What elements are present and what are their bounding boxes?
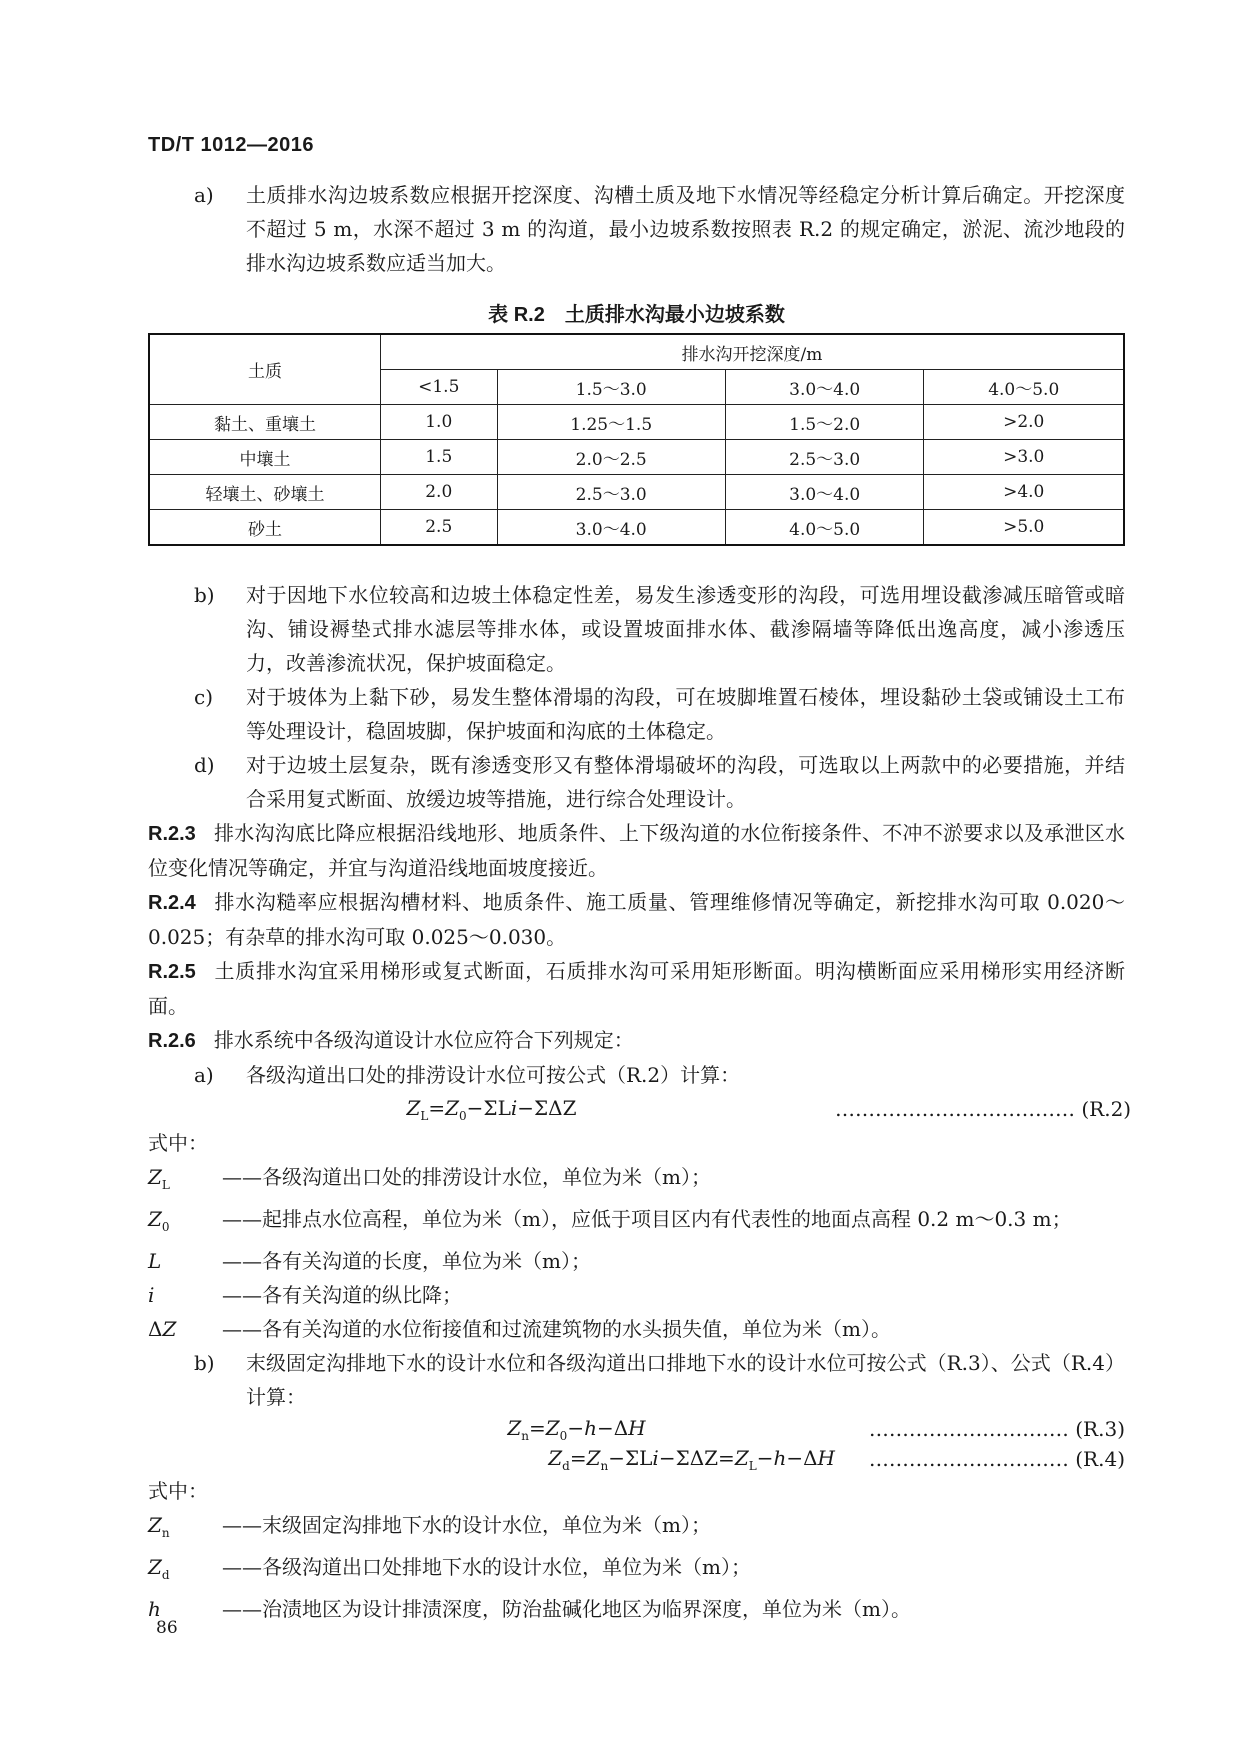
item-label: d): [194, 753, 215, 777]
symbol: $Z_0$: [148, 1207, 170, 1234]
coefficient-cell: 4.0～5.0: [725, 510, 924, 546]
definition-text: ——起排点水位高程，单位为米（m），应低于项目区内有代表性的地面点高程 0.2 m～0.3 m；: [222, 1207, 1072, 1231]
soil-type: 黏土、重壤土: [149, 405, 381, 440]
item-text: 对于坡体为上黏下砂，易发生整体滑塌的沟段，可在坡脚堆置石棱体，埋设黏砂土袋或铺设土工布等处理设计，稳固坡脚，保护坡面和沟底的土体稳定。: [246, 685, 1125, 743]
coefficient-cell: 1.25～1.5: [497, 405, 725, 440]
clause-number: R.2.5: [148, 961, 196, 983]
coefficient-cell: >5.0: [924, 510, 1124, 546]
formula-expression: $Z_L=Z_0-\Sigma Li-\Sigma\Delta Z$: [406, 1095, 577, 1123]
clause-number: R.2.6: [148, 1030, 196, 1052]
symbol-definition: [148, 1550, 1125, 1592]
clause-text: 排水沟沟底比降应根据沿线地形、地质条件、上下级沟道的水位衔接条件、不冲不淤要求以及承泄区水位变化情况等确定，并宜与沟道沿线地面坡度接近。: [148, 821, 1125, 880]
group-header: 排水沟开挖深度/m: [381, 334, 1125, 370]
clause-text: 排水系统中各级沟道设计水位应符合下列规定：: [213, 1028, 634, 1052]
para-a: [148, 178, 1125, 280]
symbol: L: [148, 1249, 162, 1273]
formula-tag: ……………………………… (R.2): [835, 1097, 1132, 1121]
definition-text: ——各有关沟道的水位衔接值和过流建筑物的水头损失值，单位为米（m）。: [222, 1317, 891, 1341]
clause: [148, 954, 1125, 1023]
coefficient-cell: 1.0: [381, 405, 498, 440]
r26-item-a: [148, 1058, 1125, 1092]
clause: [148, 816, 1125, 885]
r26-item-b: [148, 1346, 1125, 1414]
symbol-definition: [148, 1592, 1125, 1626]
where-label: 式中：: [148, 1479, 208, 1503]
table-row: [149, 475, 1124, 510]
definition-text: ——各级沟道出口处的排涝设计水位，单位为米（m）；: [222, 1165, 711, 1189]
clause-text: 排水沟糙率应根据沟槽材料、地质条件、施工质量、管理维修情况等确定，新挖排水沟可取 0.020～0.025；有杂草的排水沟可取 0.025～0.030。: [148, 890, 1125, 949]
symbol-definition: [148, 1278, 1125, 1312]
item-label: a): [194, 183, 214, 207]
item-text: 对于边坡土层复杂，既有渗透变形又有整体滑塌破坏的沟段，可选取以上两款中的必要措施，并结合采用复式断面、放缓边坡等措施，进行综合处理设计。: [246, 753, 1125, 811]
formula-r3: [148, 1414, 1125, 1444]
formula-expression: $Z_n=Z_0-h-\Delta H$: [507, 1415, 646, 1443]
coefficient-cell: 3.0～4.0: [497, 510, 725, 546]
item-text: 各级沟道出口处的排涝设计水位可按公式（R.2）计算：: [246, 1063, 741, 1087]
symbol: $Z_d$: [148, 1555, 170, 1582]
coefficient-cell: 2.0～2.5: [497, 440, 725, 475]
item-text: 土质排水沟边坡系数应根据开挖深度、沟槽土质及地下水情况等经稳定分析计算后确定。开挖深度不超过 5 m，水深不超过 3 m 的沟道，最小边坡系数按照表 R.2 的规定确定，淤泥、流沙地段的排水沟边坡系数应适当加大。: [246, 183, 1125, 275]
symbol: $Z_L$: [148, 1165, 170, 1192]
symbol-definition: [148, 1160, 1125, 1202]
item-text: 对于因地下水位较高和边坡土体稳定性差，易发生渗透变形的沟段，可选用埋设截渗减压暗管或暗沟、铺设褥垫式排水滤层等排水体，或设置坡面排水体、截渗隔墙等降低出逸高度，减小渗透压力，改善渗流状况，保护坡面稳定。: [246, 583, 1125, 675]
symbol: ΔZ: [148, 1317, 177, 1341]
col-header: 1.5～3.0: [497, 370, 725, 405]
body-text: [148, 578, 1132, 1626]
table-title: 表 R.2 土质排水沟最小边坡系数: [488, 304, 785, 326]
definition-text: ——各有关沟道的长度，单位为米（m）；: [222, 1249, 591, 1273]
formula-r2: [148, 1092, 1132, 1126]
definition-text: ——治渍地区为设计排渍深度，防治盐碱化地区为临界深度，单位为米（m）。: [222, 1597, 911, 1621]
symbol: h: [148, 1597, 161, 1621]
table-row: [149, 510, 1124, 546]
formula-r4: [148, 1444, 1125, 1474]
coefficient-cell: 2.0: [381, 475, 498, 510]
soil-type: 中壤土: [149, 440, 381, 475]
coefficient-cell: 3.0～4.0: [725, 475, 924, 510]
coefficient-cell: 2.5～3.0: [725, 440, 924, 475]
coefficient-cell: 2.5: [381, 510, 498, 546]
symbol-definition: [148, 1244, 1125, 1278]
item-label: c): [194, 685, 214, 709]
coefficient-cell: 1.5～2.0: [725, 405, 924, 440]
coefficient-cell: >3.0: [924, 440, 1124, 475]
coefficient-cell: 2.5～3.0: [497, 475, 725, 510]
definition-text: ——各有关沟道的纵比降；: [222, 1283, 462, 1307]
where-label: 式中：: [148, 1131, 208, 1155]
soil-type: 砂土: [149, 510, 381, 546]
item-text: 末级固定沟排地下水的设计水位和各级沟道出口排地下水的设计水位可按公式（R.3）、公式（R.4）计算：: [246, 1351, 1125, 1409]
col-header: 3.0～4.0: [725, 370, 924, 405]
formula-tag: ………………………… (R.4): [868, 1447, 1125, 1471]
clause-number: R.2.3: [148, 823, 196, 845]
table-row: [149, 405, 1124, 440]
soil-type: 轻壤土、砂壤土: [149, 475, 381, 510]
col-header: 4.0～5.0: [924, 370, 1124, 405]
table-row: [149, 440, 1124, 475]
symbol: i: [148, 1283, 155, 1307]
symbol-definition: [148, 1312, 1125, 1346]
definition-text: ——各级沟道出口处排地下水的设计水位，单位为米（m）；: [222, 1555, 751, 1579]
item-label: b): [194, 1351, 215, 1375]
clause: [148, 885, 1125, 954]
symbol-definition: [148, 1508, 1125, 1550]
clause: [148, 1023, 1125, 1058]
list-item: [148, 680, 1125, 748]
formula-tag: ………………………… (R.3): [868, 1417, 1125, 1441]
standard-code-header: TD/T 1012—2016: [148, 134, 314, 156]
item-label: b): [194, 583, 215, 607]
slope-coefficient-table: [148, 333, 1125, 546]
item-label: a): [194, 1063, 214, 1087]
symbol: $Z_n$: [148, 1513, 170, 1540]
list-item: [148, 578, 1125, 680]
row-header: 土质: [149, 334, 381, 405]
coefficient-cell: 1.5: [381, 440, 498, 475]
col-header: <1.5: [381, 370, 498, 405]
formula-expression: $Z_d=Z_n-\Sigma Li-\Sigma\Delta Z=Z_L-h-\Delta H$: [548, 1445, 835, 1473]
definition-text: ——末级固定沟排地下水的设计水位，单位为米（m）；: [222, 1513, 711, 1537]
clause-number: R.2.4: [148, 892, 196, 914]
coefficient-cell: >2.0: [924, 405, 1124, 440]
page-number: 86: [156, 1618, 178, 1638]
clause-text: 土质排水沟宜采用梯形或复式断面，石质排水沟可采用矩形断面。明沟横断面应采用梯形实用经济断面。: [148, 959, 1125, 1018]
symbol-definition: [148, 1202, 1125, 1244]
coefficient-cell: >4.0: [924, 475, 1124, 510]
list-item: [148, 748, 1125, 816]
